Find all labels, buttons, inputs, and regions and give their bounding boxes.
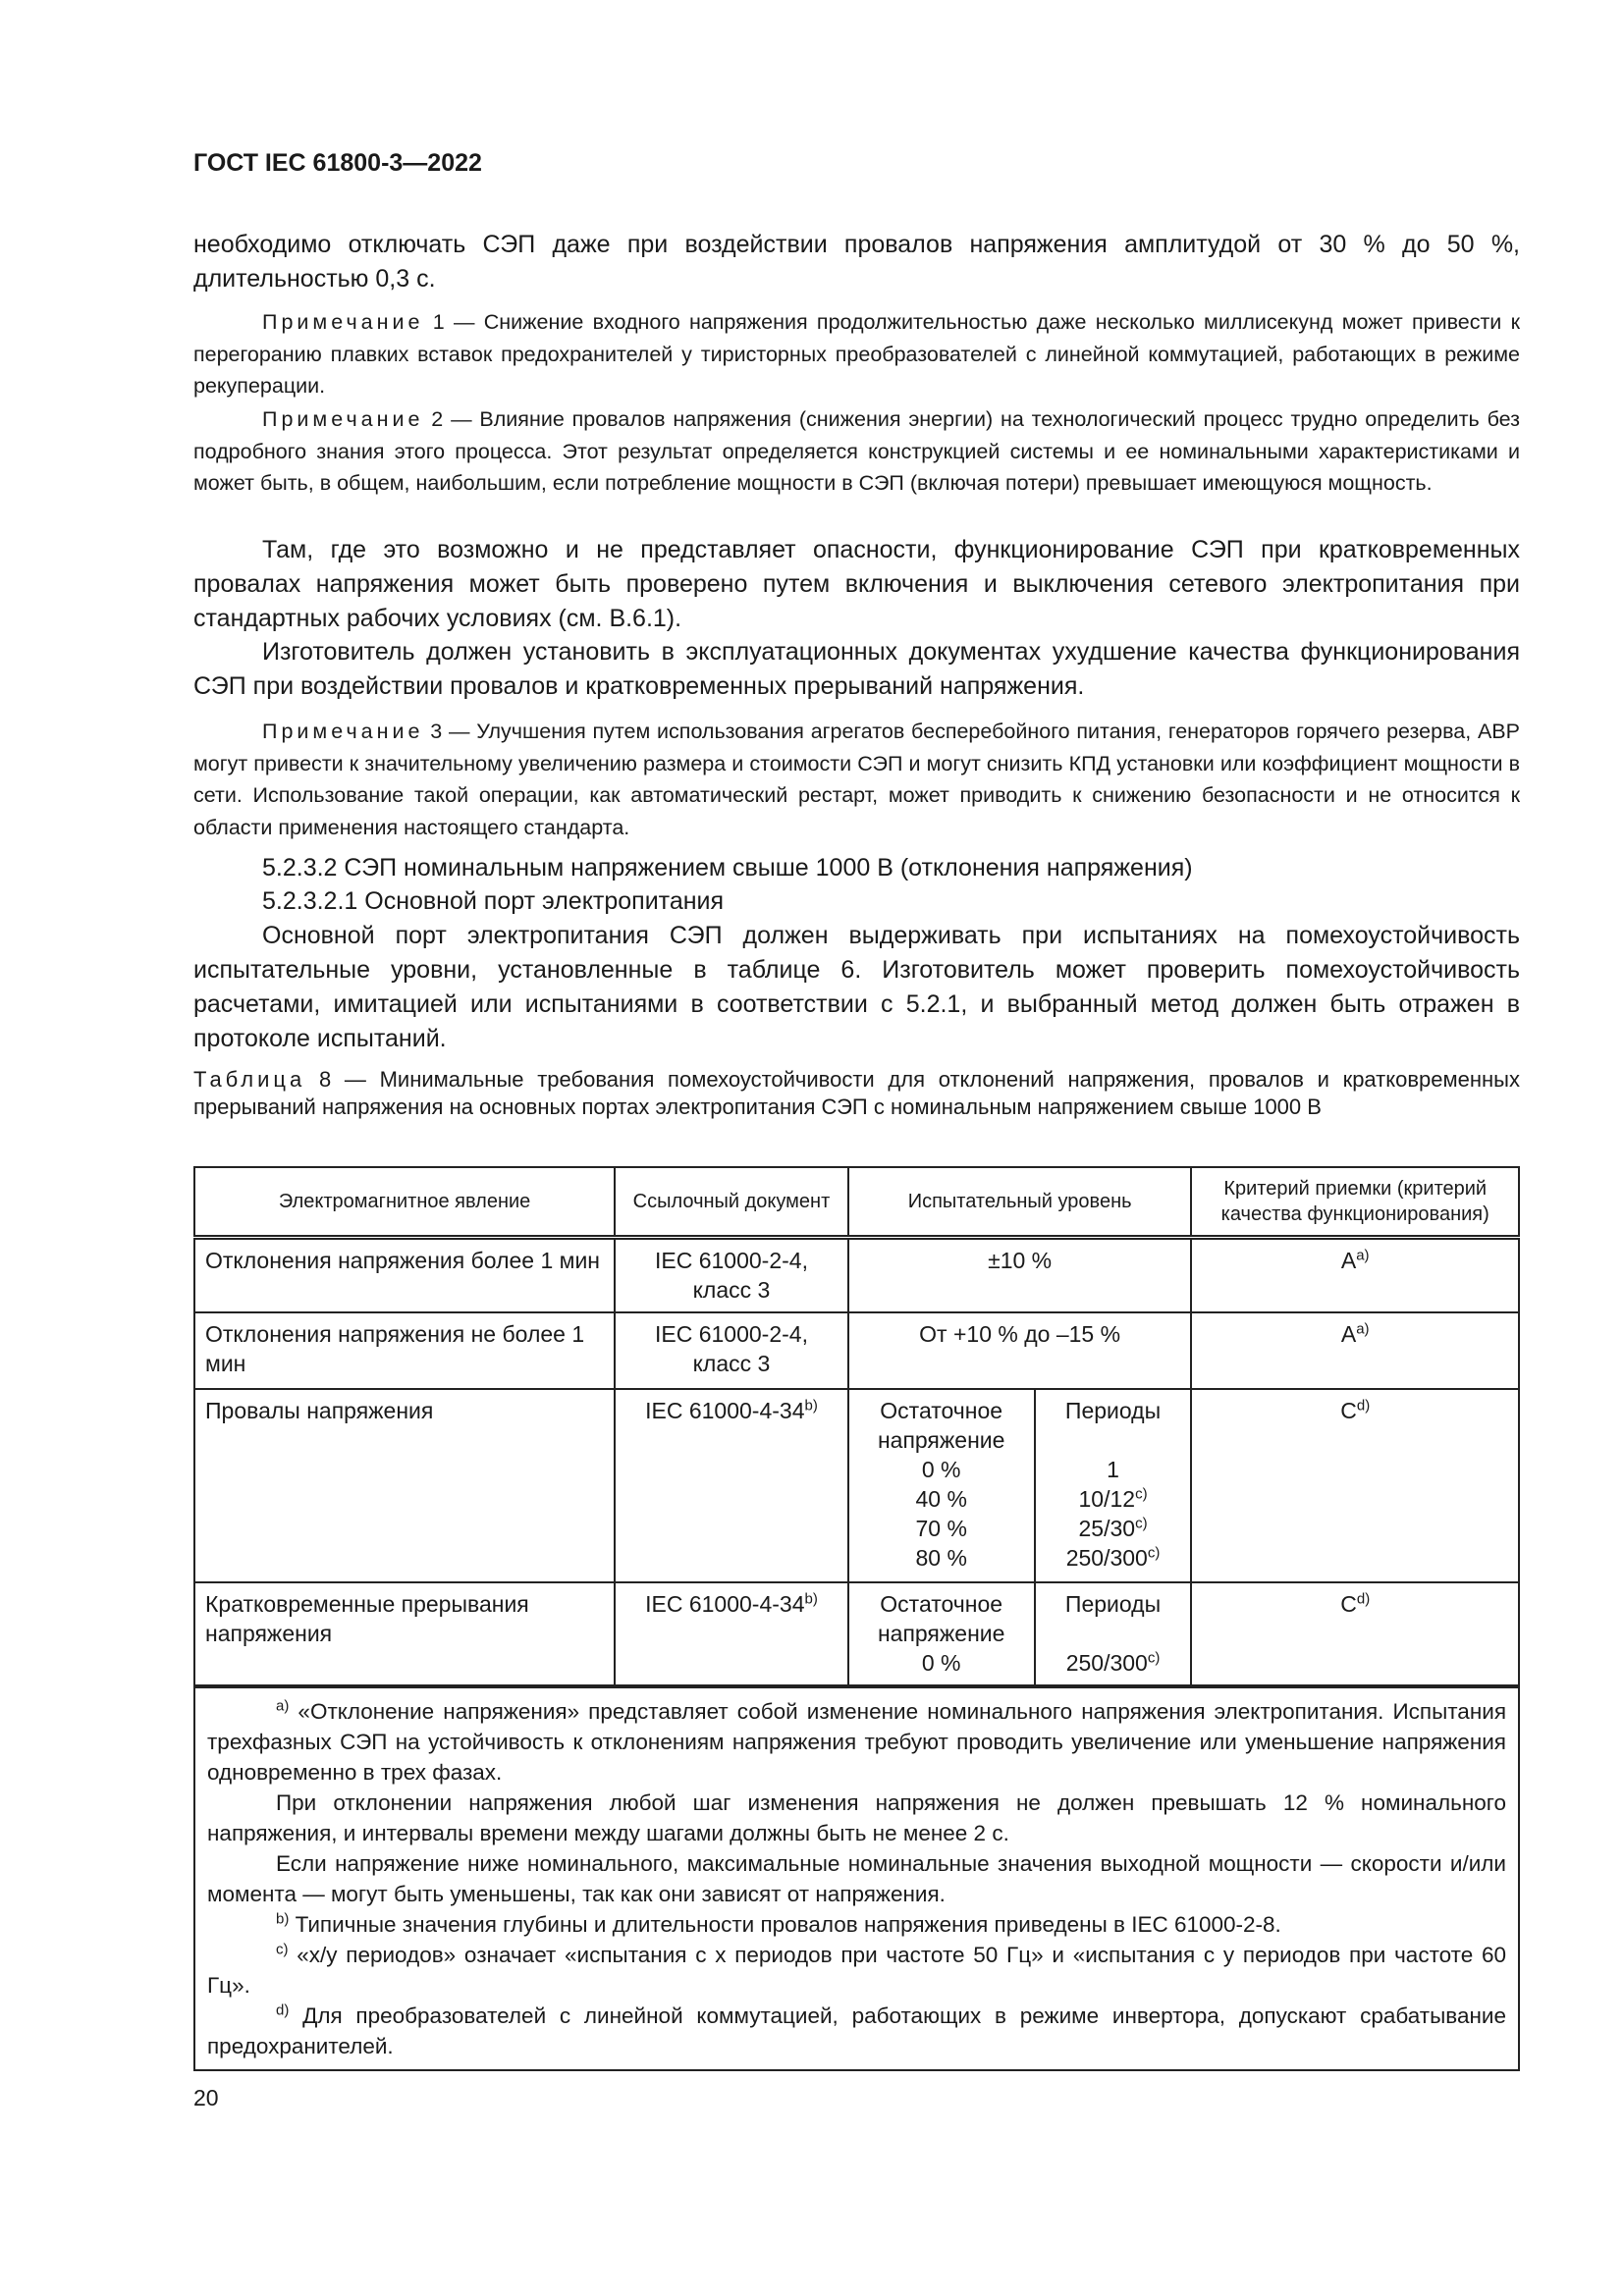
header-cell: Ссылочный документ [615,1167,848,1238]
paragraph: Основной порт электропитания СЭП должен выдерживать при испытаниях на помехоустойчивость испытательные уровни, установленные в таблице 6. Изготовитель может проверить помехоустойчивость расчетами, имитацией или испытаниями в соответствии с 5.2.1, и выбранный метод должен быть отражен в протоколе испытаний. [193,922,1520,1052]
footnote-a-cont: При отклонении напряжения любой шаг изменения напряжения не должен превышать 12 % номинального напряжения, и интервалы времени между шагами должны быть не менее 2 с. [207,1789,1506,1845]
paragraph: Изготовитель должен установить в эксплуатационных документах ухудшение качества функционирования СЭП при воздействии провалов и кратковременных прерываний напряжения. [193,638,1520,700]
footnote-d: $^{d)}$ Для преобразователей с линейной коммутацией, работающих в режиме инвертора, допускают срабатывание предохранителей. [207,2002,1506,2058]
footnote-c: $^{c)}$ «x/y периодов» означает «испытания с x периодов при частоте 50 Гц» и «испытания с y периодов при частоте 60 Гц». [207,1941,1506,1998]
header-cell: Критерий приемки (критерий качества функционирования) [1191,1167,1519,1238]
section-heading: 5.2.3.2.1 Основной порт электропитания [262,887,725,915]
note-1: Примечание 1 — Снижение входного напряжения продолжительностью даже несколько миллисекунд может привести к перегоранию плавких вставок предохранителей у тиристорных преобразователей с линейной коммутацией, работающих в режиме рекуперации. [193,310,1520,398]
note-3: Примечание 3 — Улучшения путем использования агрегатов бесперебойного питания, генераторов горячего резерва, АВР могут привести к значительному увеличению размера и стоимости СЭП и могут снизить КПД установки или коэффициент мощности в сети. Использование такой операции, как автоматический рестарт, может приводить к снижению безопасности и не относится к области применения настоящего стандарта. [193,720,1520,839]
header-cell: Испытательный уровень [848,1167,1192,1238]
table-caption: Таблица 8 — Минимальные требования помехоустойчивости для отклонений напряжения, провалов и кратковременных прерываний напряжения на основных портах электропитания СЭП с номинальным напряжением свыше 1000 В [193,1067,1520,1119]
table-footnotes [194,1686,1519,2070]
note-2: Примечание 2 — Влияние провалов напряжения (снижения энергии) на технологический процесс трудно определить без подробного знания этого процесса. Этот результат определяется конструкцией системы и ее номинальными характеристиками и может быть, в общем, наибольшим, если потребление мощности в СЭП (включая потери) превышает имеющуюся мощность. [193,407,1520,495]
footnote-a-cont: Если напряжение ниже номинального, максимальные номинальные значения выходной мощности — скорости и/или момента — могут быть уменьшены, так как они зависят от напряжения. [207,1850,1506,1906]
section-heading: 5.2.3.2 СЭП номинальным напряжением свыше 1000 В (отклонения напряжения) [262,854,1193,881]
requirements-table [193,1166,1520,2071]
document-header: ГОСТ IEC 61800-3—2022 [193,149,482,177]
footnote-a: $^{a)}$ «Отклонение напряжения» представляет собой изменение номинального напряжения электропитания. Испытания трехфазных СЭП на устойчивость к отклонениям напряжения требуют проводить увеличение или уменьшение напряжения одновременно в трех фазах. [207,1697,1506,1785]
footnote-b: $^{b)}$ Типичные значения глубины и длительности провалов напряжения приведены в IEC 61000-2-8. [276,1910,1281,1937]
paragraph: Там, где это возможно и не представляет опасности, функционирование СЭП при кратковременных провалах напряжения может быть проверено путем включения и выключения сетевого электропитания при стандартных рабочих условиях (см. В.6.1). [193,536,1520,632]
table-row: Провалы напряжения IEC 61000-4-34$^{b)}$ Остаточное напряжение 0 % 40 % 70 % 80 % Периоды 1 10/12$^{c)}$ 25/30$^{c)}$ 250/300$^{c)}$ $C^{d)}$ [194,1389,1519,1582]
header-cell: Электромагнитное явление [194,1167,615,1238]
paragraph: необходимо отключать СЭП даже при воздействии провалов напряжения амплитудой от 30 % до 50 %, длительностью 0,3 с. [193,231,1520,293]
table-row: Отклонения напряжения не более 1 мин IEC 61000-2-4, класс 3 От +10 % до –15 % $A^{a)}$ [194,1312,1519,1389]
table-header-row [194,1167,1519,1238]
page-number: 20 [193,2085,219,2110]
table-row: Кратковременные прерывания напряжения IEC 61000-4-34$^{b)}$ Остаточное напряжение 0 % Периоды 250/300$^{c)}$ $C^{d)}$ [194,1582,1519,1686]
table-row: Отклонения напряжения более 1 мин IEC 61000-2-4, класс 3 ±10 % $A^{a)}$ [194,1238,1519,1312]
